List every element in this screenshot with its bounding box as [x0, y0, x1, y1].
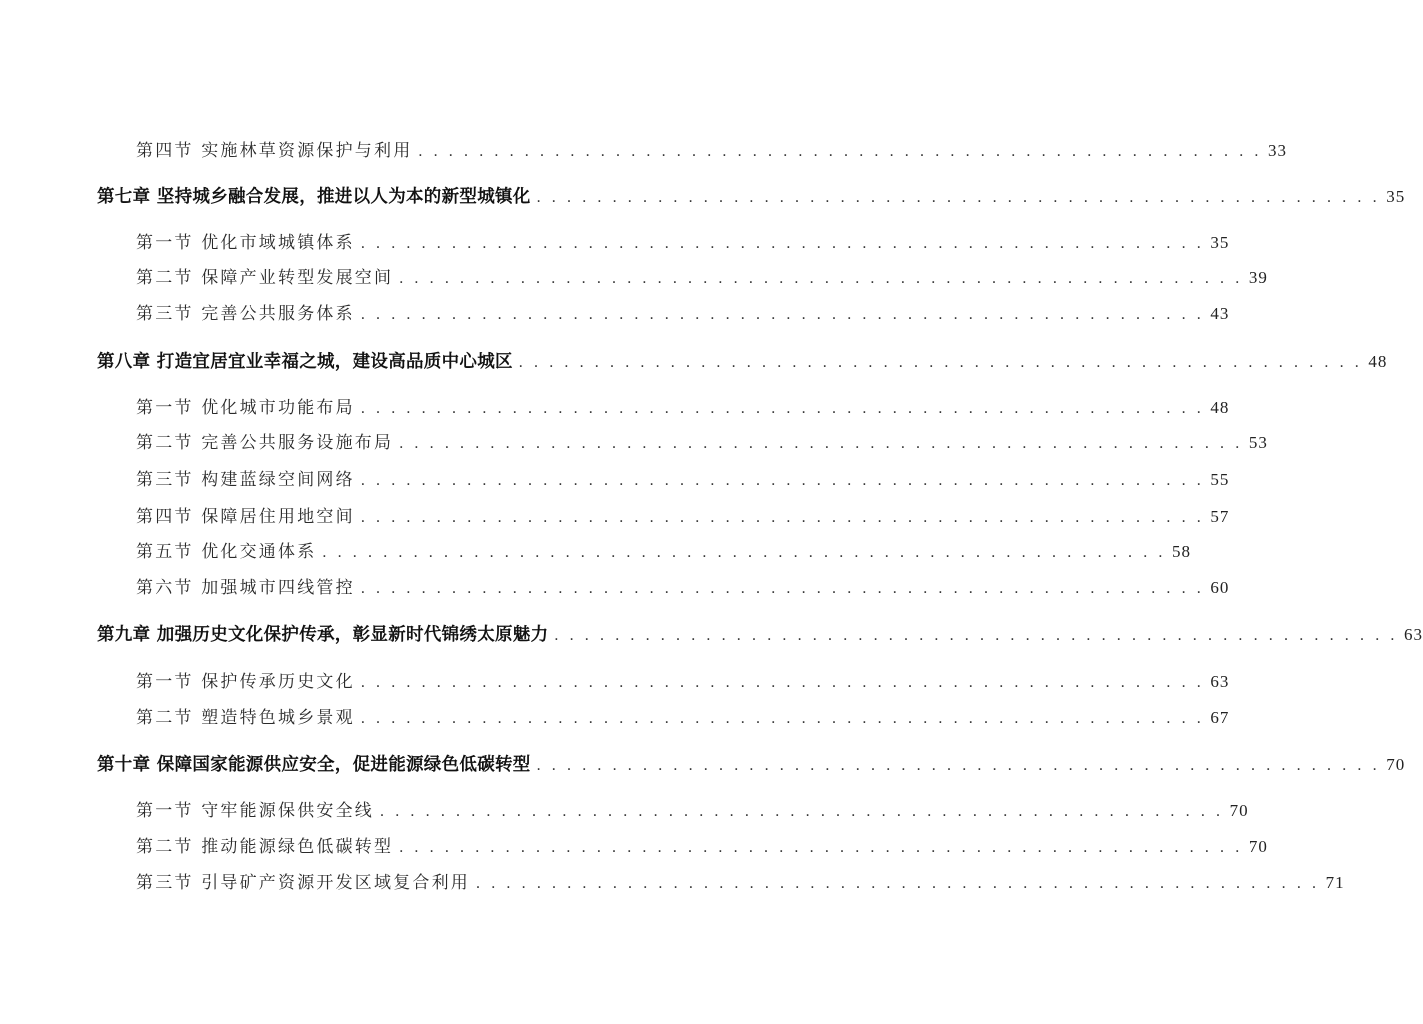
dot-leader: . . . . . . . . . . . . . . . . . . . . . . . . . . . . . . . . . . . . . . . . . . . . . . . . . . . . . . . .: [418, 143, 1263, 160]
toc-entry-label: 第七章 坚持城乡融合发展，推进以人为本的新型城镇化: [97, 187, 531, 207]
dot-leader: . . . . . . . . . . . . . . . . . . . . . . . . . . . . . . . . . . . . . . . . . . . . . . . . . . . . . . . .: [360, 235, 1205, 252]
toc-entry-section[interactable]: [136, 537, 1192, 567]
toc-entry-section[interactable]: [136, 667, 1230, 697]
toc-entry-label: 第十章 保障国家能源供应安全，促进能源绿色低碳转型: [97, 755, 531, 775]
toc-entry-label: 第四节 保障居住用地空间: [136, 507, 355, 527]
toc-page-number: 35: [1210, 233, 1230, 252]
dot-leader: . . . . . . . . . . . . . . . . . . . . . . . . . . . . . . . . . . . . . . . . . . . . . . . . . . . . . . . .: [360, 580, 1205, 597]
toc-page-number: 70: [1386, 755, 1406, 774]
toc-page-number: 43: [1210, 304, 1230, 323]
toc-entry-section[interactable]: [136, 796, 1249, 826]
toc-page-number: 39: [1248, 268, 1268, 287]
toc-page-number: 63: [1210, 672, 1230, 691]
toc-entry-section[interactable]: [136, 465, 1230, 495]
toc-entry-section[interactable]: [136, 868, 1345, 898]
toc-entry-section[interactable]: [136, 703, 1230, 733]
toc-page-number: 70: [1229, 801, 1249, 820]
dot-leader: . . . . . . . . . . . . . . . . . . . . . . . . . . . . . . . . . . . . . . . . . . . . . . . . . . . . . . . .: [399, 435, 1243, 452]
toc-entry-label: 第三节 引导矿产资源开发区域复合利用: [136, 873, 471, 893]
toc-page-number: 67: [1210, 708, 1230, 727]
dot-leader: . . . . . . . . . . . . . . . . . . . . . . . . . . . . . . . . . . . . . . . . . . . . . . . . . . . . . . . .: [360, 674, 1205, 691]
toc-entry-label: 第一节 优化城市功能布局: [136, 398, 355, 418]
dot-leader: . . . . . . . . . . . . . . . . . . . . . . . . . . . . . . . . . . . . . . . . . . . . . . . . . . . . . . . .: [399, 839, 1243, 856]
toc-entry-label: 第六节 加强城市四线管控: [136, 578, 355, 598]
toc-entry-label: 第二节 塑造特色城乡景观: [136, 708, 355, 728]
dot-leader: . . . . . . . . . . . . . . . . . . . . . . . . . . . . . . . . . . . . . . . . . . . . . . . . . . . . . . . .: [399, 270, 1243, 287]
dot-leader: . . . . . . . . . . . . . . . . . . . . . . . . . . . . . . . . . . . . . . . . . . . . . . . . . . . . . . . .: [476, 875, 1320, 892]
toc-entry-label: 第一节 守牢能源保供安全线: [136, 801, 375, 821]
toc-page-number: 70: [1248, 837, 1268, 856]
toc-entry-section[interactable]: [136, 393, 1230, 423]
toc-entry-chapter[interactable]: [97, 347, 1388, 377]
toc-page-number: 71: [1325, 873, 1345, 892]
toc-entry-section[interactable]: [136, 299, 1230, 329]
dot-leader: . . . . . . . . . . . . . . . . . . . . . . . . . . . . . . . . . . . . . . . . . . . . . . . . . . . . . . . .: [380, 803, 1224, 820]
toc-page-number: 53: [1248, 433, 1268, 452]
dot-leader: . . . . . . . . . . . . . . . . . . . . . . . . . . . . . . . . . . . . . . . . . . . . . . . . . . . . . . . .: [322, 544, 1167, 561]
toc-page-number: 48: [1368, 352, 1388, 371]
toc-entry-label: 第九章 加强历史文化保护传承，彰显新时代锦绣太原魅力: [97, 625, 549, 645]
dot-leader: . . . . . . . . . . . . . . . . . . . . . . . . . . . . . . . . . . . . . . . . . . . . . . . . . . . . . . . .: [360, 710, 1205, 727]
toc-entry-section[interactable]: [136, 136, 1288, 166]
toc-page-number: 58: [1172, 542, 1192, 561]
toc-entry-section[interactable]: [136, 228, 1230, 258]
dot-leader: . . . . . . . . . . . . . . . . . . . . . . . . . . . . . . . . . . . . . . . . . . . . . . . . . . . . . . . .: [536, 757, 1381, 774]
toc-entry-label: 第二节 完善公共服务设施布局: [136, 433, 394, 453]
dot-leader: . . . . . . . . . . . . . . . . . . . . . . . . . . . . . . . . . . . . . . . . . . . . . . . . . . . . . . . .: [360, 509, 1205, 526]
toc-page-number: 35: [1386, 187, 1406, 206]
dot-leader: . . . . . . . . . . . . . . . . . . . . . . . . . . . . . . . . . . . . . . . . . . . . . . . . . . . . . . . .: [518, 354, 1363, 371]
toc-page-number: 63: [1404, 625, 1423, 644]
dot-leader: . . . . . . . . . . . . . . . . . . . . . . . . . . . . . . . . . . . . . . . . . . . . . . . . . . . . . . . .: [536, 189, 1381, 206]
toc-entry-chapter[interactable]: [97, 750, 1406, 780]
toc-entry-chapter[interactable]: [97, 182, 1406, 212]
toc-page-number: 60: [1210, 578, 1230, 597]
dot-leader: . . . . . . . . . . . . . . . . . . . . . . . . . . . . . . . . . . . . . . . . . . . . . . . . . . . . . . . .: [360, 306, 1205, 323]
toc-entry-label: 第一节 保护传承历史文化: [136, 672, 355, 692]
toc-entry-label: 第五节 优化交通体系: [136, 542, 317, 562]
toc-entry-section[interactable]: [136, 573, 1230, 603]
toc-entry-label: 第三节 完善公共服务体系: [136, 304, 355, 324]
toc-page-number: 48: [1210, 398, 1230, 417]
toc-entry-label: 第三节 构建蓝绿空间网络: [136, 470, 355, 490]
toc-entry-section[interactable]: [136, 832, 1268, 862]
toc-entry-label: 第二节 保障产业转型发展空间: [136, 268, 394, 288]
dot-leader: . . . . . . . . . . . . . . . . . . . . . . . . . . . . . . . . . . . . . . . . . . . . . . . . . . . . . . . .: [360, 472, 1205, 489]
toc-page-number: 57: [1210, 507, 1230, 526]
toc-entry-section[interactable]: [136, 263, 1268, 293]
toc-entry-section[interactable]: [136, 428, 1268, 458]
dot-leader: . . . . . . . . . . . . . . . . . . . . . . . . . . . . . . . . . . . . . . . . . . . . . . . . . . . . . . . .: [360, 400, 1205, 417]
toc-entry-section[interactable]: [136, 502, 1230, 532]
toc-entry-chapter[interactable]: [97, 620, 1423, 650]
dot-leader: . . . . . . . . . . . . . . . . . . . . . . . . . . . . . . . . . . . . . . . . . . . . . . . . . . . . . . . .: [554, 627, 1398, 644]
toc-entry-label: 第二节 推动能源绿色低碳转型: [136, 837, 394, 857]
toc-page-number: 33: [1268, 141, 1288, 160]
toc-entry-label: 第一节 优化市域城镇体系: [136, 233, 355, 253]
toc-entry-label: 第八章 打造宜居宜业幸福之城，建设高品质中心城区: [97, 352, 513, 372]
toc-entry-label: 第四节 实施林草资源保护与利用: [136, 141, 413, 161]
toc-page-number: 55: [1210, 470, 1230, 489]
